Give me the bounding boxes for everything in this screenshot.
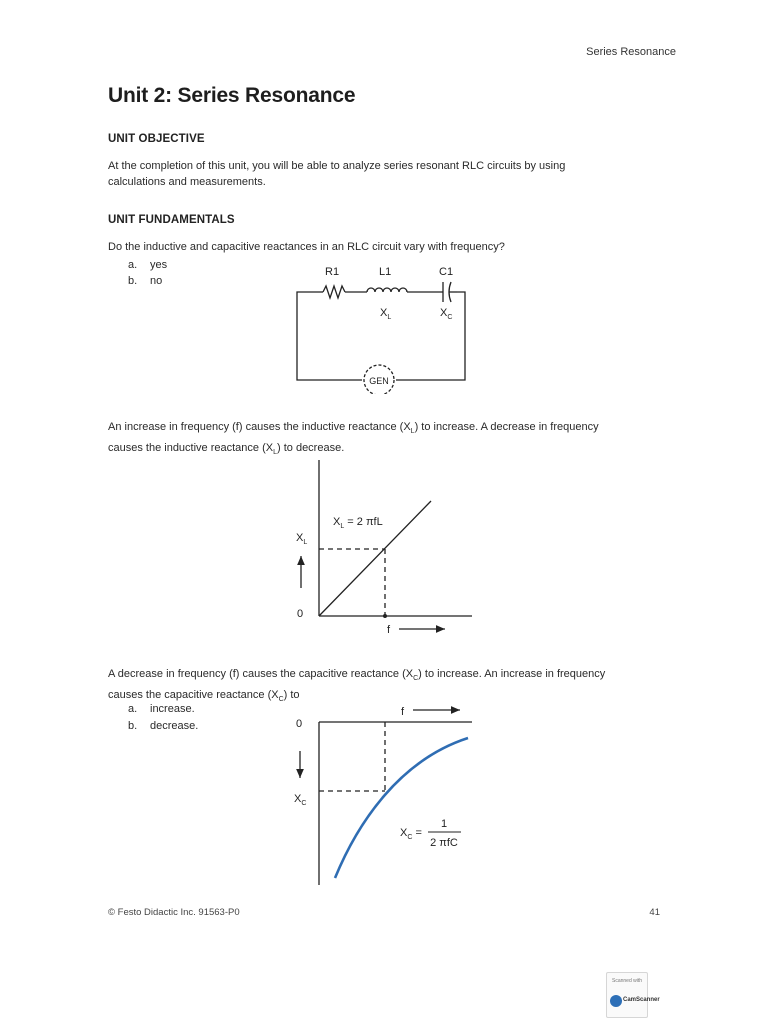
y-main: X [294, 793, 302, 805]
option-text: yes [150, 259, 168, 271]
objective-text [108, 158, 648, 190]
y-axis-label [294, 793, 306, 807]
q1-option-b [128, 275, 162, 287]
objective-heading: UNIT OBJECTIVE [108, 133, 205, 145]
circuit-wire-left [297, 292, 362, 380]
scanner-brand: CamScanner [623, 997, 660, 1003]
objective-line-2: calculations and measurements. [108, 176, 266, 188]
option-letter: b. [128, 275, 138, 287]
subscript: L [273, 449, 277, 457]
r1-label: R1 [325, 266, 340, 278]
xc-sub: C [447, 314, 453, 321]
capacitive-line-1 [108, 666, 668, 687]
text-run: causes the capacitive reactance (X [108, 689, 279, 702]
text-run: ) to decrease. [277, 442, 345, 455]
inductive-reactance-graph [288, 455, 478, 640]
y-sub: C [301, 800, 307, 807]
scanner-line: Scanned with [611, 978, 643, 984]
origin-label: 0 [296, 718, 303, 730]
subscript: C [413, 675, 419, 683]
gen-label: GEN [369, 376, 389, 386]
y-sub: L [303, 539, 308, 546]
q3-option-b [128, 720, 198, 732]
fundamentals-heading: UNIT FUNDAMENTALS [108, 214, 235, 226]
eq-rest: = 2 πfL [344, 516, 383, 528]
xc-main: X [440, 307, 448, 319]
subscript: L [410, 428, 415, 436]
scanner-watermark [606, 972, 660, 1018]
text-run: An increase in frequency (f) causes the inductive reactance (X [108, 421, 411, 433]
text-run: ) to [283, 689, 300, 702]
objective-line-1: At the completion of this unit, you will be able to analyze series resonant RLC circuits by using [108, 160, 566, 172]
text-run: A decrease in frequency (f) causes the capacitive reactance (X [108, 668, 414, 680]
option-letter: b. [128, 720, 138, 732]
y-main: X [296, 532, 304, 544]
origin-label: 0 [297, 608, 304, 620]
option-text: decrease. [150, 720, 199, 732]
option-text: increase. [150, 703, 195, 715]
xc-equation-lhs [400, 827, 422, 841]
xc-curve [335, 738, 468, 878]
c1-label: C1 [439, 266, 454, 278]
inductor-symbol [367, 288, 407, 292]
q3-option-a [128, 703, 195, 715]
xl-main: X [380, 307, 388, 319]
eq-equals: = [412, 827, 422, 839]
text-run: ) to increase. An increase in frequency [418, 668, 606, 680]
xl-label [380, 307, 391, 321]
eq-main: X [400, 827, 408, 839]
inductive-line-1 [108, 419, 668, 440]
l1-label: L1 [379, 266, 392, 278]
subscript: C [278, 696, 284, 704]
x-axis-label: f [401, 706, 405, 718]
xl-sub: L [387, 314, 392, 321]
camscanner-logo-icon [610, 995, 622, 1007]
eq-main: X [333, 516, 341, 528]
xc-equation-denominator: 2 πfC [430, 837, 458, 849]
circuit-wire-right [396, 292, 465, 380]
xc-label [440, 307, 452, 321]
eq-sub: L [340, 523, 345, 530]
page-title: Unit 2: Series Resonance [108, 84, 356, 107]
rlc-circuit-diagram [290, 258, 480, 394]
option-letter: a. [128, 259, 138, 271]
question-1: Do the inductive and capacitive reactances in an RLC circuit vary with frequency? [108, 241, 505, 253]
option-text: no [150, 275, 163, 287]
option-letter: a. [128, 703, 138, 715]
footer-copyright: © Festo Didactic Inc. 91563-P0 [108, 907, 240, 918]
text-run: ) to increase. A decrease in frequency [414, 421, 599, 433]
running-header: Series Resonance [586, 46, 676, 58]
page-number: 41 [649, 907, 660, 918]
resistor-symbol [323, 286, 345, 298]
y-axis-label [296, 532, 307, 546]
xc-equation-numerator: 1 [440, 818, 448, 830]
x-axis-label: f [387, 624, 391, 636]
f-marker [383, 614, 387, 618]
q1-option-a [128, 259, 167, 271]
text-run: causes the inductive reactance (X [108, 442, 274, 455]
capacitive-reactance-graph [288, 700, 478, 885]
eq-sub: C [407, 834, 413, 841]
xl-equation [333, 516, 383, 530]
